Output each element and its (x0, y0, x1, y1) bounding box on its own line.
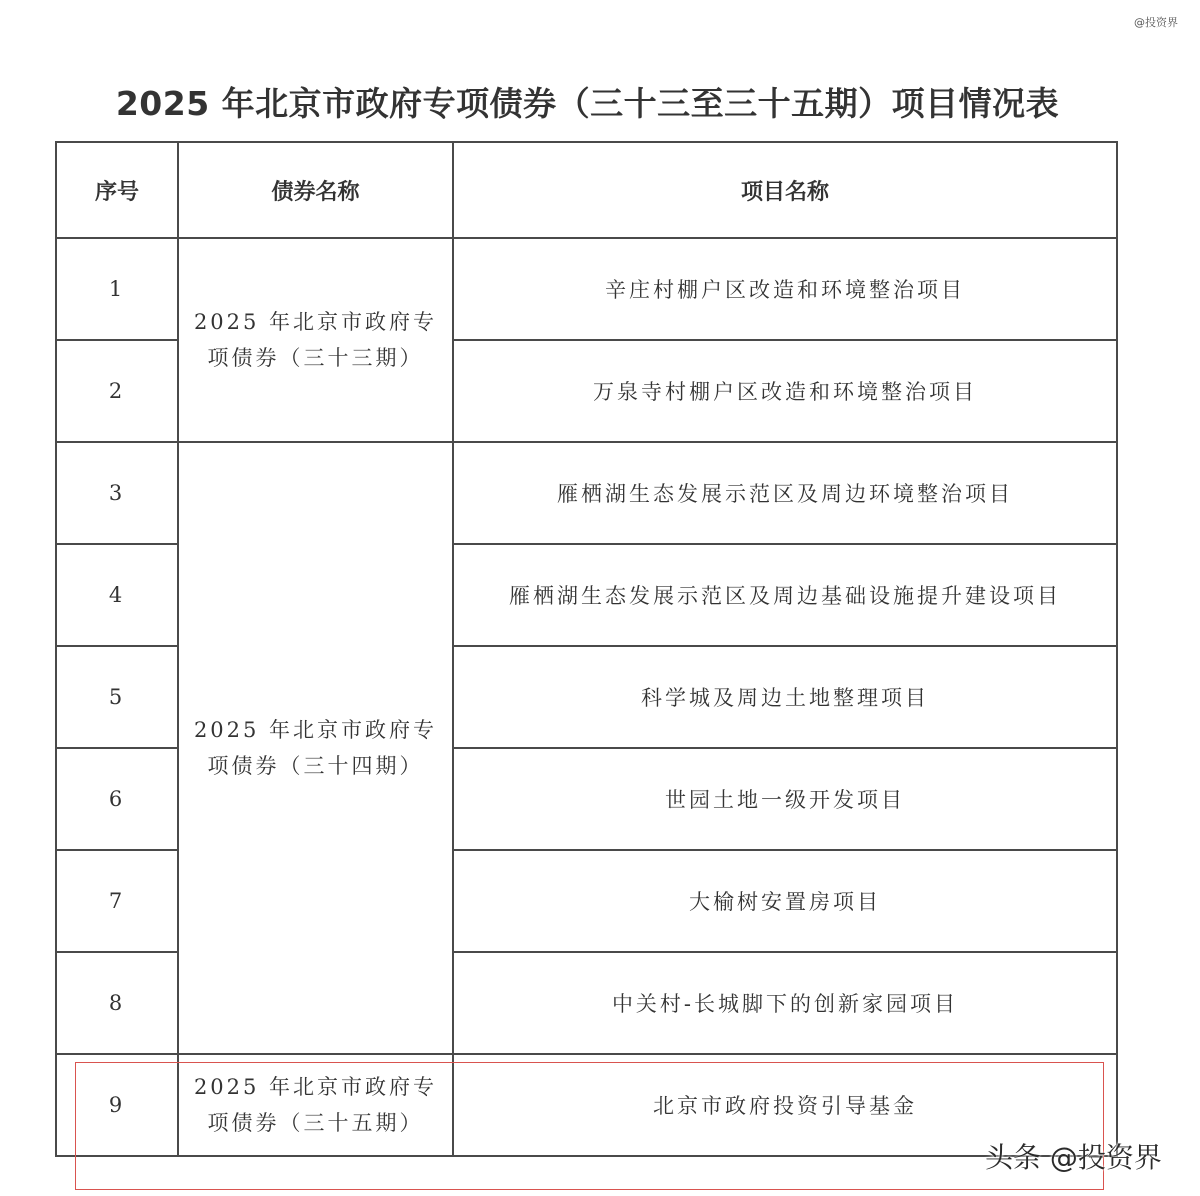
row-seq: 4 (56, 544, 178, 646)
header-bond-name: 债券名称 (178, 142, 453, 238)
table-header-row (56, 142, 1117, 238)
table-row (56, 1054, 1117, 1156)
row-project: 辛庄村棚户区改造和环境整治项目 (453, 238, 1117, 340)
header-seq: 序号 (56, 142, 178, 238)
row-project: 雁栖湖生态发展示范区及周边基础设施提升建设项目 (453, 544, 1117, 646)
top-watermark: @投资界 (1134, 16, 1178, 29)
page-title: 2025 年北京市政府专项债券（三十三至三十五期）项目情况表 (115, 84, 1060, 123)
bond-name-line: 项债券（三十五期） (207, 1111, 424, 1135)
row-seq: 1 (56, 238, 178, 340)
row-seq: 6 (56, 748, 178, 850)
bottom-watermark: 头条 @投资界 (985, 1141, 1162, 1174)
row-seq: 2 (56, 340, 178, 442)
row-project: 中关村-长城脚下的创新家园项目 (453, 952, 1117, 1054)
bond-name-line: 2025 年北京市政府专 (193, 718, 438, 742)
bond-name-35 (178, 1054, 453, 1156)
row-project: 世园土地一级开发项目 (453, 748, 1117, 850)
bond-name-line: 项债券（三十四期） (207, 754, 424, 778)
bond-name-line: 2025 年北京市政府专 (193, 310, 438, 334)
table-row (56, 238, 1117, 340)
row-seq: 9 (56, 1054, 178, 1156)
projects-table (55, 141, 1118, 1157)
row-seq: 3 (56, 442, 178, 544)
row-seq: 7 (56, 850, 178, 952)
bond-name-line: 2025 年北京市政府专 (193, 1075, 438, 1099)
row-seq: 8 (56, 952, 178, 1054)
header-project-name: 项目名称 (453, 142, 1117, 238)
row-project: 雁栖湖生态发展示范区及周边环境整治项目 (453, 442, 1117, 544)
row-project: 大榆树安置房项目 (453, 850, 1117, 952)
row-project: 科学城及周边土地整理项目 (453, 646, 1117, 748)
row-project: 北京市政府投资引导基金 (453, 1054, 1117, 1156)
table-row (56, 442, 1117, 544)
row-project: 万泉寺村棚户区改造和环境整治项目 (453, 340, 1117, 442)
bond-name-33 (178, 238, 453, 442)
row-seq: 5 (56, 646, 178, 748)
bond-name-line: 项债券（三十三期） (207, 346, 424, 370)
bond-name-34 (178, 442, 453, 1054)
